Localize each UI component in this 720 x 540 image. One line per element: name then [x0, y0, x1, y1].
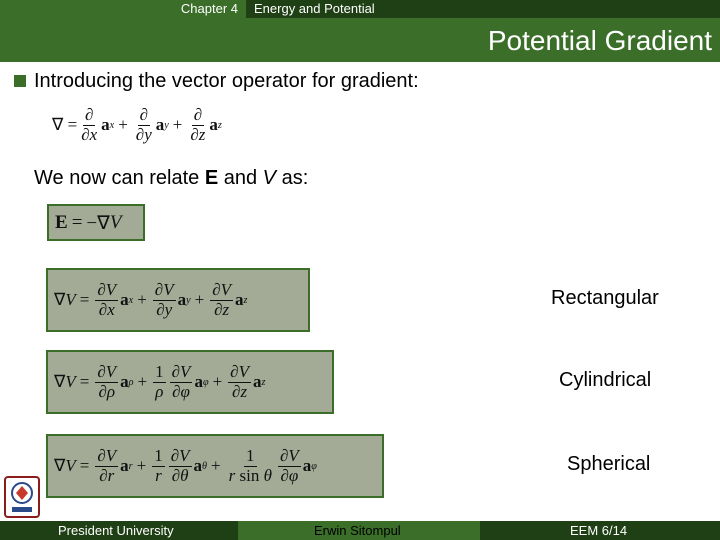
e-field-equation: E = −∇ V — [55, 212, 122, 234]
chapter-label: Chapter 4 — [172, 0, 242, 18]
footer-course-page: EEM 6/14 — [480, 521, 720, 540]
relate-text: We now can relate E and V as: — [34, 167, 309, 189]
slide-title: Potential Gradient — [487, 25, 712, 56]
rectangular-label: Rectangular — [551, 287, 659, 309]
university-logo-icon — [4, 476, 40, 518]
spherical-label: Spherical — [567, 453, 651, 475]
footer-author: Erwin Sitompul — [238, 521, 480, 540]
cylindrical-gradient-equation: ∇ V = $\frac{\partial V}{\partial\rho}$ a ρ + $\frac{1}{\rho}$ $\frac{\partial V}{\partial\varphi}$ a φ + $\frac{\partial V}{\partial z}$ a z — [54, 361, 266, 401]
spherical-gradient-equation: ∇ V = $\frac{\partial V}{\partial r}$ a r + $\frac{1}{r}$ $\frac{\partial V}{\partial\theta}$ a θ + $\frac{1}{\text{r sin θ}}$ $\frac{\partial V}{\partial\varphi}$ a φ — [54, 445, 317, 485]
footer-university: President University — [0, 521, 238, 540]
gradient-operator-equation: ∇ = $\frac{\partial}{\partial x}$ a x + $\frac{\partial}{\partial y}$ a y + $\frac{\partial}{\partial z}$ a z — [52, 104, 222, 144]
cylindrical-label: Cylindrical — [559, 369, 652, 391]
bullet-icon — [14, 75, 26, 87]
rectangular-gradient-equation: ∇ V = $\frac{\partial V}{\partial x}$ a x + $\frac{\partial V}{\partial y}$ a y + $\frac{\partial V}{\partial z}$ a z — [54, 279, 248, 319]
bullet-text: Introducing the vector operator for gradient: — [34, 70, 419, 92]
chapter-title: Energy and Potential — [246, 0, 720, 18]
